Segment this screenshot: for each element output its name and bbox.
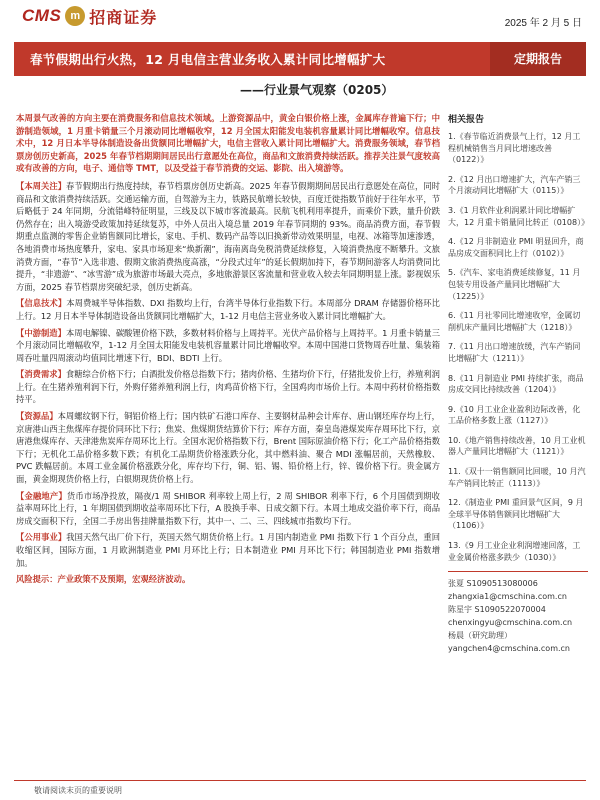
sidebar bbox=[448, 112, 588, 656]
risk-notice: 风险提示：产业政策不及预期，宏观经济波动。 bbox=[16, 574, 191, 585]
section-focus bbox=[16, 180, 440, 293]
report-subtitle: ——行业景气观察（0205） bbox=[240, 83, 394, 97]
section-resources bbox=[16, 410, 440, 486]
related-report-link[interactable]: 3.《1 月软件业利润累计同比增幅扩大，12 月重卡销量同比转正（0108）》 bbox=[448, 205, 590, 227]
related-report-link[interactable]: 2.《12 月出口增速扩大，汽车产销三个月滚动同比增幅扩大（0115）》 bbox=[448, 174, 581, 196]
summary-paragraph: 本周景气改善的方向主要在消费服务和信息技术领域。上游资源品中，黄金白银价格上涨，金属库存普遍下行；中游制造领域，1 月重卡销量三个月滚动同比增幅收窄，12 月全国太阳能发电装机容量累计同比增幅收窄。信息技术中，12 月日本半导体制造设备出货额同比增幅扩大，电信主营收入累计同比增幅扩大。消费服务领域，春节档票房创历史新高，2025 年春节档期期间居民出行意愿处在高位，商品和文旅消费持续活跃。推荐关注景气度较高或有改善的方向，电子、通信等 TMT，以及受益于春节消费的交运、影院、出入境游等。 bbox=[16, 113, 440, 174]
section-heading: 【公用事业】 bbox=[16, 532, 67, 543]
section-heading: 【中游制造】 bbox=[16, 327, 66, 338]
section-heading: 【金融地产】 bbox=[16, 490, 67, 501]
section-midstream bbox=[16, 327, 440, 365]
related-reports-label: 相关报告 bbox=[448, 115, 485, 125]
analyst-email[interactable]: zhangxia1@cmschina.com.cn bbox=[448, 592, 567, 602]
related-report-link[interactable]: 1.《春节临近消费景气上行，12 月工程机械销售当月同比增速改善（0122）》 bbox=[448, 132, 581, 165]
analyst-name: 陈星宇 S1090522070004 bbox=[448, 605, 546, 615]
section-heading: 【信息技术】 bbox=[16, 298, 67, 309]
related-report-link[interactable]: 7.《11 月出口增速放缓，汽车产销同比增幅扩大（1211）》 bbox=[448, 342, 581, 363]
section-text: 食糖综合价格下行；白酒批发价格总指数下行；猪肉价格、生猪均价下行，仔猪批发价上行，养殖利润上行。在生猪养殖利润下行，外购仔猪养殖利润上行，肉鸡苗价格下行，全国鸡肉市场价上行。本周中药材价格指数持平。 bbox=[16, 369, 440, 405]
report-title: 春节假期出行火热，12 月电信主营业务收入累计同比增幅扩大 bbox=[30, 52, 386, 67]
logo-mark-icon: m bbox=[65, 6, 85, 26]
section-heading: 【本周关注】 bbox=[16, 180, 67, 191]
analyst-email[interactable]: yangchen4@cmschina.com.cn bbox=[448, 644, 570, 654]
section-text: 本周电解镍、碳酸锂价格下跌，多数材料价格与上周持平。光伏产品价格与上周持平。1 月重卡销量三个月滚动同比增幅收窄，1-12 月全国太阳能发电装机容量累计同比增幅收窄。本周中国港口货物周吞吐量、集装箱周吞吐量四周滚动均值同比增速下行，BDI、BDTI 上行。 bbox=[16, 327, 440, 363]
report-type-tag: 定期报告 bbox=[490, 42, 586, 76]
related-report-link[interactable]: 4.《12 月非制造业 PMI 明显回升，商品房成交面积同比上行（0102）》 bbox=[448, 237, 584, 258]
analyst-email[interactable]: chenxingyu@cmschina.com.cn bbox=[448, 618, 573, 628]
section-it bbox=[16, 297, 440, 322]
footer-note: 敬请阅读末页的重要说明 bbox=[34, 786, 122, 795]
related-report-link[interactable]: 9.《10 月工业企业盈利边际改善，化工品价格多数上涨（1127）》 bbox=[448, 404, 581, 426]
related-report-link[interactable]: 5.《汽车、家电消费延续修复，11 月包装专用设备产量同比增幅扩大（1225）》 bbox=[448, 268, 581, 301]
section-text: 本周螺纹钢下行，铜铝价格上行；国内铁矿石港口库存、主要钢材品种会计库存、唐山钢坯库存均上行，京唐港山西主焦煤库存提价同环比下行；焦炭、焦煤期货结算价下行；库存方面，秦皇岛港煤炭库存周环比下行，京唐港焦煤库存、天津港焦炭库存周环比上行。全国水泥价格指数下行，Brent 国际原油价格下行；化工产品价格指数下行；无机化工品价格多数下跌；有机化工品期货价格涨跌分化，其中燃料油、聚合 MDI 涨幅居前，天然橡胶、PVC 跌幅居前。本周工业金属价格涨跌分化，库存均下行，铜、铝、锡、铅价格上行，锌、镍价格下行。贵金属方面，黄金期现货价格上行，白银期现货价格上行。 bbox=[16, 411, 440, 485]
section-text: 本周费城半导体指数、DXI 指数均上行，台湾半导体行业指数下行。本周部分 DRAM 存储器价格环比上行。12 月日本半导体制造设备出货额同比增幅扩大，1-12 月电信主营业务收入累计同比增幅扩大。 bbox=[16, 298, 440, 321]
section-finance bbox=[16, 490, 440, 528]
analyst-contacts bbox=[448, 571, 588, 654]
title-bar bbox=[14, 42, 586, 76]
section-text: 我国天然气出厂价下行，英国天然气期货价格上行。1 月国内制造业 PMI 指数下行 1 个百分点，重回收缩区间，国际方面，1 月欧洲制造业 PMI 月环比上行；日本制造业 PMI 月环比下行；韩国制造业 PMI 指数增加。 bbox=[16, 532, 440, 568]
section-heading: 【消费需求】 bbox=[16, 369, 66, 380]
section-heading: 【资源品】 bbox=[16, 411, 58, 422]
section-consumption bbox=[16, 368, 440, 406]
section-utilities bbox=[16, 531, 440, 569]
main-content bbox=[16, 112, 440, 586]
report-date: 2025 年 2 月 5 日 bbox=[504, 18, 582, 29]
logo-cn: 招商证券 bbox=[89, 7, 158, 27]
analyst-name: 杨晨（研究助理） bbox=[448, 631, 512, 641]
company-logo bbox=[22, 4, 157, 28]
related-report-link[interactable]: 13.《9 月工业企业利润增速回落，工业金属价格涨多跌少（1030）》 bbox=[448, 541, 581, 562]
footer-divider bbox=[14, 780, 586, 781]
section-text: 春节假期出行热度持续，春节档票房创历史新高。2025 年春节假期期间居民出行意愿处在高位，同时商品和文旅消费持续活跃。交通运输方面，自驾游为主力，铁路民航增长较快，百度迁徙指数节前好于往年水平，节后略低于 24 年同期，分流错峰特征明显，三线及以下城市客流最高。民航飞机利用率提升，而乘价下跌，量升价跌仍然存在；出入境游受政策加持延续复苏，中外人员出入境总量 2019 年春节同期的 93%。商品消费方面，春节假期重点监测的零售企业销售额同比增长，家电、手机、数码产品等以旧换新带动效果明显，电视、冰箱等加速渗透，各地消费市场热度攀升，家电、家具市场迎来“焕新潮”，海南离岛免税消费延续修复，入境消费热度不断攀升。文旅消费方面，“春节”入选非遗、假期文旅消费热度高涨，“分段式过年”的延长假期加持下，春节期间游客人均消费同比提升，“非遗游”、“冰雪游”成为旅游市场最大亮点，多地旅游景区客流量和营业收入较去年同期明显上涨。影视娱乐方面，2025 春节档票房突破纪录，创历史新高。 bbox=[16, 180, 440, 292]
related-report-link[interactable]: 8.《11 月制造业 PMI 持续扩张，商品房成交同比持续改善（1204）》 bbox=[448, 373, 584, 395]
related-report-link[interactable]: 11.《双十一销售额同比回暖，10 月汽车产销同比转正（1113）》 bbox=[448, 467, 586, 488]
analyst-name: 张夏 S1090513080006 bbox=[448, 579, 538, 589]
related-report-link[interactable]: 10.《地产销售持续改善，10 月工业机器人产量同比增幅扩大（1121）》 bbox=[448, 435, 586, 457]
section-text: 货币市场净投放，隔夜/1 周 SHIBOR 利率较上周上行，2 周 SHIBOR 利率下行，6 个月国债到期收益率周环比上行，1 年期国债到期收益率周环比下行，A 股换手率、日成交额下行。本周土地成交溢价率下行，商品房成交面积下行，全国二手房出售挂牌量指数下行，其中一、二、三、四线城市指数均下行。 bbox=[16, 490, 440, 526]
related-report-link[interactable]: 6.《11 月社零同比增速收窄，金属切削机床产量同比增幅扩大（1218）》 bbox=[448, 311, 581, 332]
logo-en: CMS bbox=[22, 6, 62, 25]
related-report-link[interactable]: 12.《制造业 PMI 重回景气区间，9 月全球半导体销售额同比增幅扩大（1106）》 bbox=[448, 498, 584, 531]
page-header bbox=[0, 0, 600, 36]
